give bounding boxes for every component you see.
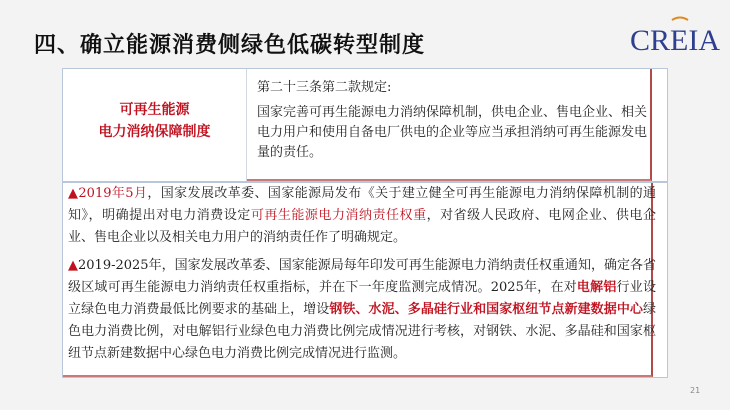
policy-name-line1: 可再生能源 [119, 102, 190, 118]
policy-name [63, 99, 246, 143]
emphasis-text: 电解铝 [576, 280, 617, 295]
paragraph-text: 绿色电力消费比例，对电解铝行业绿色电力消费比例完成情况进行考核，对钢铁、水泥、多晶硅和国家枢纽节点新建数据中心绿色电力消费比例完成情况进行监测。 [68, 302, 656, 361]
slide-title: 四、确立能源消费侧绿色低碳转型制度 [34, 33, 426, 58]
page-number: 21 [690, 386, 701, 395]
history-paragraph-2019-2025 [68, 255, 656, 365]
paragraph-text: ，国家发展改革委、国家能源局发布《关于建立健全可再生能源电力消纳保障机制的通知》，明确提出对电力消费设定 [68, 186, 657, 223]
triangle-marker: ▲ [68, 186, 79, 201]
policy-name-line2: 电力消纳保障制度 [98, 124, 211, 140]
policy-box [62, 68, 668, 182]
paragraph-text: ，对省级人民政府、电网企业、供电企业、售电企业以及相关电力用户的消纳责任作了明确规定。 [68, 208, 656, 245]
history-box [62, 182, 668, 378]
emphasis-text: 钢铁、水泥、多晶硅行业和国家枢纽节点新建数据中心 [329, 302, 643, 317]
history-paragraph-2019 [68, 183, 656, 249]
paragraph-text: 2019-2025年，国家发展改革委、国家能源局每年印发可再生能源电力消纳责任权重通知，确定各省级区域可再生能源电力消纳责任权重指标，并在下一年度监测完成情况。2025年，在对 [68, 258, 657, 295]
creia-logo [628, 14, 720, 58]
creia-logo-graphic [628, 14, 720, 58]
paragraph-text: 行业设立绿色电力消费最低比例要求的基础上，增设 [68, 280, 656, 317]
emphasis-text: 可再生能源电力消纳责任权重 [250, 208, 427, 223]
triangle-marker: ▲ [68, 258, 79, 273]
article-body: 国家完善可再生能源电力消纳保障机制，供电企业、售电企业、相关电力用户和使用自备电厂供电的企业等应当承担消纳可再生能源发电量的责任。 [257, 105, 648, 160]
date-highlight: 2019年5月 [78, 186, 148, 201]
logo-text: CREIA [630, 24, 720, 57]
article-heading: 第二十三条第二款规定: [257, 80, 392, 95]
content-panel [62, 68, 668, 378]
policy-box-divider [246, 69, 247, 181]
logo-sun-arc [672, 18, 688, 21]
